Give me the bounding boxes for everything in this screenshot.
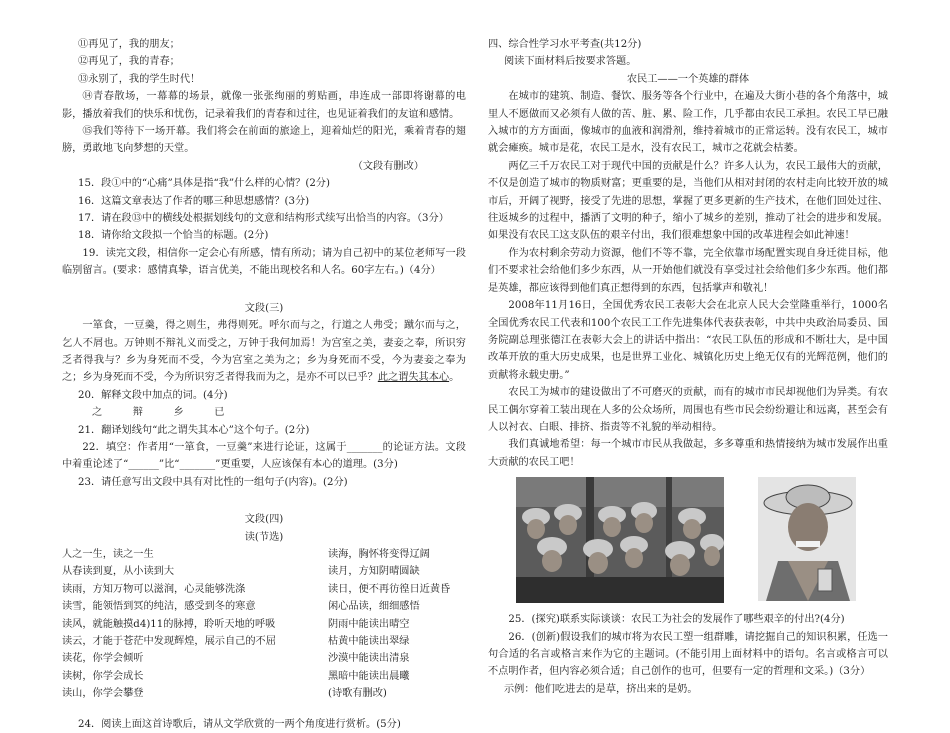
text-line: ⑫再见了，我的青春； — [78, 56, 180, 68]
question-22: 22．填空：作者用“一箪食，一豆羹”来进行论证，这属于_______的论证方法。文段中着重论述了“______”比“_______”更重要，人应该保有本心的道理。(3分) — [62, 441, 466, 471]
poem-row — [62, 581, 466, 598]
section-4-title: 文段(四) — [244, 514, 284, 526]
poem-line: (诗歌有删改) — [328, 688, 387, 700]
poem — [62, 546, 466, 703]
question-18: 18．请你给文段拟一个恰当的标题。(2分) — [78, 230, 269, 242]
poem-line: 读山，你学会攀登 — [62, 688, 144, 700]
paragraph-14: ⑭青春散场，一幕幕的场景，就像一张张绚丽的剪贴画，串连成一部即将谢幕的电影，播放着我们的快乐和忧伤，记录着我们的青春和过往，也见证着我们的友谊和感情。 — [62, 91, 466, 120]
poem-line: 读花，你学会倾听 — [62, 653, 144, 665]
poem-line: 读树，你学会成长 — [62, 670, 144, 682]
article-paragraph: 我们真诚地希望：每一个城市市民从我做起，多多尊重和热情接纳为城市发展作出重大贡献的农民工吧！ — [488, 439, 888, 468]
question-23: 23．请任意写出文段中具有对比性的一组句子(内容)。(2分) — [78, 476, 348, 488]
source-note: （文段有删改） — [352, 160, 424, 172]
article-paragraph: 2008年11月16日，全国优秀农民工表彰大会在北京人民大会堂隆重举行，1000名全国优秀农民工代表和100个农民工工作先进集体代表获表彰，中共中央政治局委员、国务院副总理张德江在表彰大会上的讲话中指出：“农民工队伍的形成和不断壮大，是中国改革开放的重大历史成果，也是世界工业化、城镇化历史上绝无仅有的光辉范例，他们的贡献将永载史册。” — [488, 300, 888, 381]
poem-line: 人之一生，读之一生 — [62, 548, 154, 560]
poem-line: 阴雨中能读出晴空 — [328, 618, 410, 630]
underlined-sentence: 此之谓失其本心 — [377, 372, 450, 384]
poem-row — [62, 685, 466, 702]
poem-row — [62, 668, 466, 685]
article-paragraph: 两亿三千万农民工对于现代中国的贡献是什么？许多人认为，农民工最伟大的贡献，不仅是创造了城市的物质财富；更重要的是，当他们从相对封闭的农村走向比较开放的城市后，开阔了视野，接受了先进的思想，掌握了更多更新的生产技术，在他们回处过往、往返城乡的过程中，播洒了文明的种子，缩小了城乡的差别，推动了社会的进步和发展。如果没有农民工这支队伍的艰辛付出，我们很难想象中国的改革进程会如此神速！ — [488, 160, 888, 242]
workers-group-photo — [516, 477, 724, 603]
section-title: 四、综合性学习水平考查(共12分) — [488, 39, 642, 50]
poem-row — [62, 598, 466, 615]
worker-portrait-photo — [758, 477, 856, 601]
poem-line: 枯黄中能读出翠绿 — [328, 636, 410, 647]
text-line: ⑪再见了，我的朋友； — [78, 39, 180, 50]
poem-row — [62, 633, 466, 650]
poem-line: 读风，就能触摸d4)11的脉搏，聆听天地的呼吸 — [62, 618, 276, 630]
poem-line: 黑暗中能读出晨曦 — [328, 670, 410, 682]
question-25: 25．(探究)联系实际谈谈：农民工为社会的发展作了哪些艰辛的付出?(4分) — [508, 614, 845, 626]
classical-text — [62, 317, 466, 387]
poem-line: 闲心品读，细细感悟 — [328, 601, 420, 613]
poem-line: 读雨，方知万物可以滋润，心灵能够洗涤 — [62, 583, 246, 595]
poem-line: 读雪，能领悟到冥的纯洁，感受到冬的寒意 — [62, 601, 256, 613]
classical-text-end: 。 — [449, 372, 460, 384]
poem-title: 读(节选) — [244, 531, 284, 543]
article-paragraph: 作为农村剩余劳动力资源，他们不等不靠，完全依靠市场配置实现自身迁徙目标，他们不要求社会给他们多少东西，从一开始他们就没有享受过社会给他们多少东西。他们都是英雄，都应该得到他们真正想得到的东西，包括掌声和敬礼！ — [488, 247, 888, 294]
question-21: 21．翻译划线句“此之谓失其本心”这个句子。(2分) — [78, 424, 310, 436]
classical-text-body: 一箪食，一豆羹，得之则生，弗得则死。呼尔而与之，行道之人弗受；蹴尔而与之，乞人不屑也。万钟则不辩礼义而受之，万钟于我何加焉！为宫室之美，妻妾之奉，所识穷乏者得我与？乡为身死而不受，今为宫室之美为之；乡为身死而不受，今为妻妾之奉为之；乡为身死而不受，今为所识穷乏者得我而为之，是亦不可以已乎？ — [62, 320, 466, 384]
poem-row — [62, 616, 466, 633]
question-20: 20．解释文段中加点的词。(4分) — [78, 389, 228, 401]
poem-line: 读月，方知阴晴圆缺 — [328, 566, 420, 578]
poem-line: 读海，胸怀将变得辽阔 — [328, 548, 430, 560]
question-26: 26．(创新)假设我们的城市将为农民工塑一组群雕，请挖掘自己的知识积累，任选一句合适的名言或格言来作为它的主题词。(不能引用上面材料中的语句。名言或格言可以不点明作者，但内容必须合适；自己创作的也可，但要有一定的哲理和文采。)（3分） — [488, 631, 888, 678]
poem-row — [62, 563, 466, 580]
poem-line: 从春读到夏，从小读到大 — [62, 566, 175, 578]
question-17: 17．请在段⑬中的横线处根据划线句的文意和结构形式续写出恰当的内容。（3分） — [78, 213, 449, 225]
poem-line: 读日，便不再彷徨日近黄昏 — [328, 583, 451, 595]
instruction: 阅读下面材料后按要求答题。 — [504, 56, 637, 68]
section-3-title: 文段(三) — [244, 302, 284, 314]
question-15: 15．段①中的“心痛”具体是指“我”什么样的心情？(2分) — [78, 178, 330, 190]
text-line: ⑬永别了，我的学生时代！ — [78, 73, 201, 85]
poem-line: 读云，才能于苍茫中发现辉煌，展示自己的不屈 — [62, 636, 276, 647]
poem-row — [62, 546, 466, 563]
question-16: 16．这篇文章表达了作者的哪三种思想感情？(3分) — [78, 195, 310, 207]
question-19: 19．读完文段，相信你一定会心有所感，情有所动；请为自己初中的某位老师写一段临别留言。(要求：感情真挚，语言优美，不能出现校名和人名。60字左右。)（4分） — [62, 247, 466, 277]
photo-area — [488, 477, 888, 607]
poem-line: 沙漠中能读出清泉 — [328, 653, 410, 665]
right-column — [488, 36, 888, 698]
left-column — [62, 36, 466, 733]
article-title: 农民工——一个英雄的群体 — [626, 73, 750, 85]
poem-row — [62, 650, 466, 667]
article-paragraph: 在城市的建筑、制造、餐饮、服务等各个行业中，在遍及大街小巷的各个角落中，城里人不愿做而又必须有人做的苦、脏、累、险工作，几乎都由农民工承担。农民工早已融入城市的方方面面，像城市的血液和润滑剂，维持着城市的正常运转。没有农民工，城市就会瘫痪。城市是花，农民工是水，没有农民工，城市之花就会枯萎。 — [488, 91, 888, 155]
question-20-words: 之 辩 乡 已 — [92, 407, 225, 419]
example-answer: 示例：他们吃进去的是草，挤出来的是奶。 — [504, 683, 698, 695]
article-paragraph: 农民工为城市的建设做出了不可磨灭的贡献，而有的城市市民却视他们为异类。有农民工偶尔穿着工装出现在人多的公众场所，周围也有些市民会纷纷避让和远离，甚至会有人以衬衣、白眼、排挤、指责等不礼貌的举动相待。 — [488, 387, 888, 433]
question-24: 24．阅读上面这首诗歌后，请从文学欣赏的一两个角度进行赏析。(5分) — [78, 718, 401, 730]
paragraph-15: ⑮我们等待下一场开幕。我们将会在前面的旅途上，迎着灿烂的阳光，乘着青春的翅膀，勇敢地飞向梦想的天堂。 — [62, 126, 466, 155]
